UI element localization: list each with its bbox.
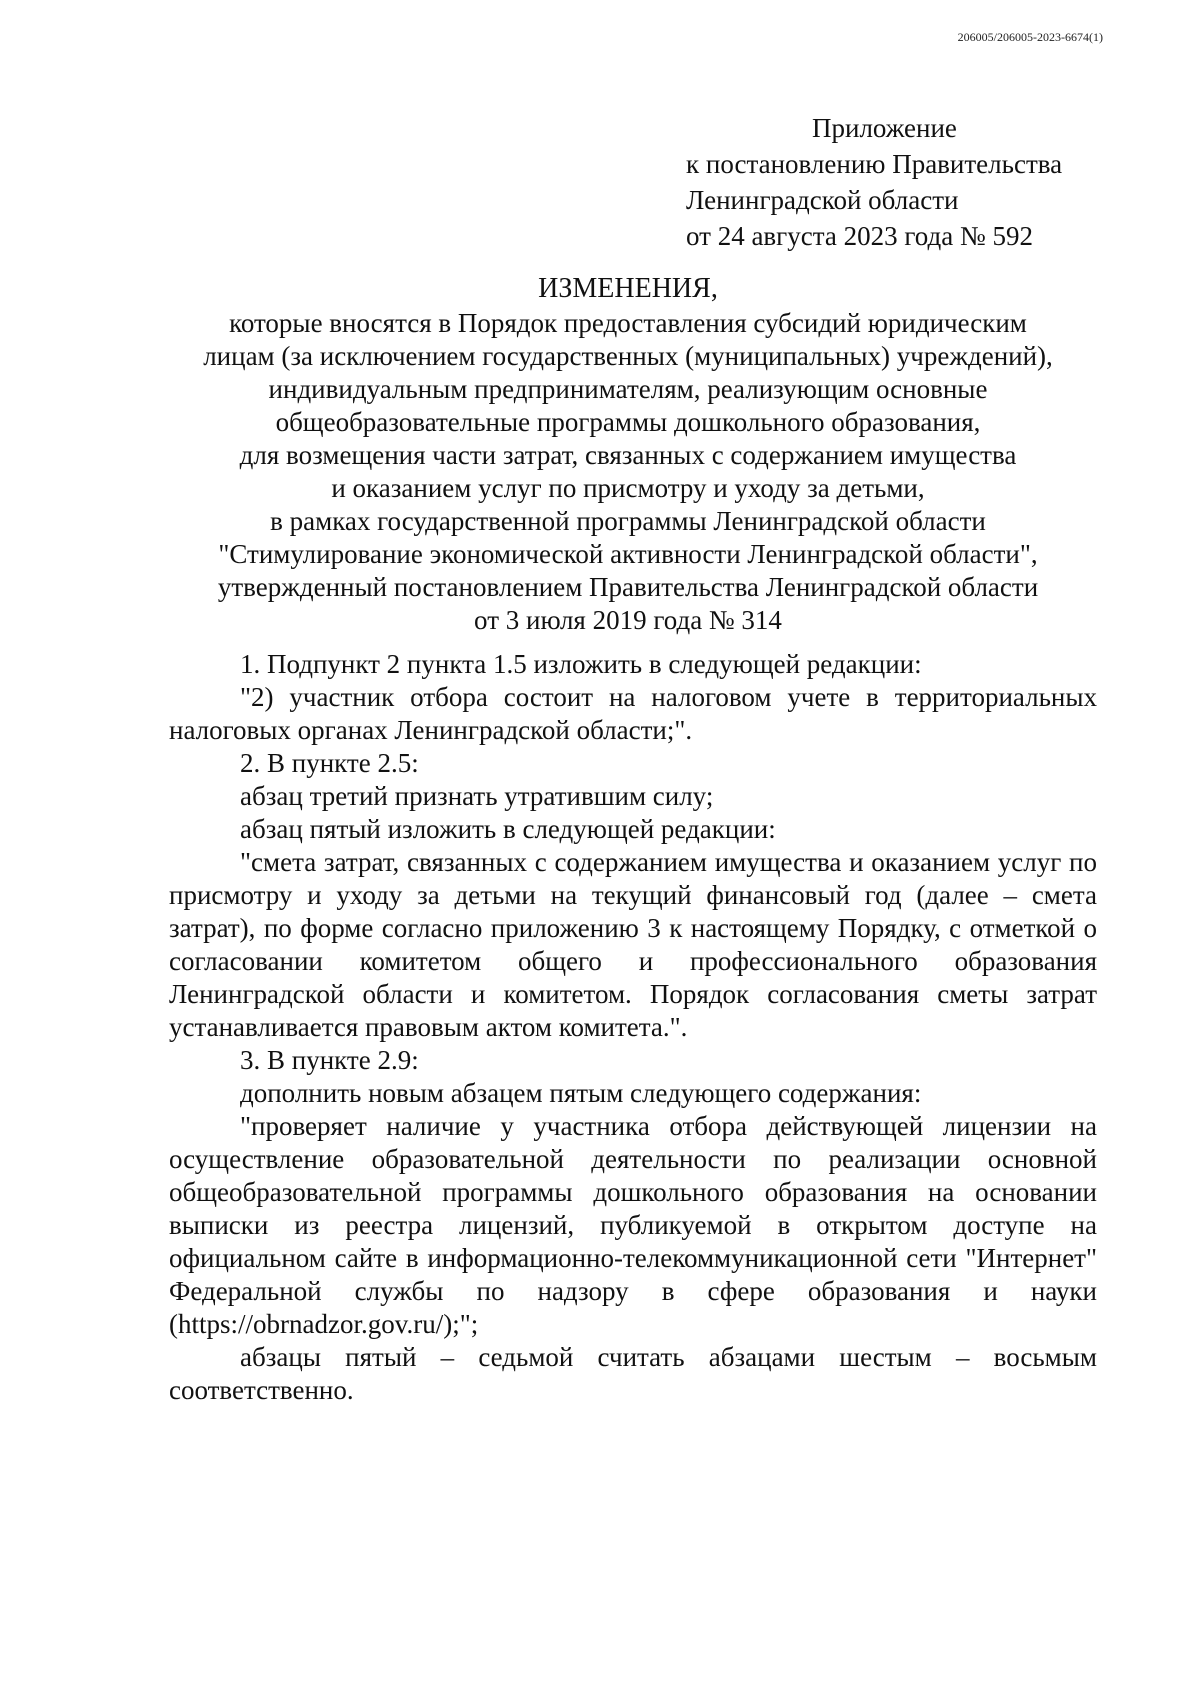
title-line: "Стимулирование экономической активности Ленинградской области", — [218, 539, 1038, 569]
paragraph-sub: абзац пятый изложить в следующей редакции: — [240, 814, 776, 844]
title-line: общеобразовательные программы дошкольного образования, — [275, 407, 981, 437]
paragraph-quote-2: "смета затрат, связанных с содержанием имущества и оказанием услуг по присмотру и уходу за детьми на текущий финансовый год (далее – смета затрат), по форме согласно приложению 3 к настоящему Порядку, с отметкой о согласовании комитетом общего и профессионального образования Ленинградской области и комитетом. Порядок согласования сметы затрат устанавливается правовым актом комитета.". — [169, 847, 1097, 1042]
title-line: для возмещения части затрат, связанных с содержанием имущества — [239, 440, 1017, 470]
appendix-line: Ленинградской области — [686, 185, 959, 215]
title-line: индивидуальным предпринимателям, реализующим основные — [268, 374, 988, 404]
document-title-block — [160, 272, 1096, 637]
appendix-block — [686, 110, 1062, 254]
title-line: и оказанием услуг по присмотру и уходу за детьми, — [331, 473, 925, 503]
paragraph-sub: дополнить новым абзацем пятым следующего содержания: — [240, 1078, 922, 1108]
appendix-title: Приложение — [812, 113, 957, 143]
title-line: от 3 июля 2019 года № 314 — [474, 605, 782, 635]
appendix-line: от 24 августа 2023 года № 592 — [686, 221, 1033, 251]
paragraph-item-1: 1. Подпункт 2 пункта 1.5 изложить в следующей редакции: — [240, 649, 922, 679]
paragraph-final: абзацы пятый – седьмой считать абзацами шестым – восьмым соответственно. — [169, 1342, 1097, 1405]
paragraph-item-2: 2. В пункте 2.5: — [240, 748, 419, 778]
document-heading: ИЗМЕНЕНИЯ, — [538, 273, 718, 304]
paragraph-quote-1: "2) участник отбора состоит на налоговом учете в территориальных налоговых органах Ленинградской области;". — [169, 682, 1097, 745]
document-body — [169, 648, 1097, 1407]
title-line: лицам (за исключением государственных (муниципальных) учреждений), — [203, 341, 1053, 371]
title-line: которые вносятся в Порядок предоставления субсидий юридическим — [229, 308, 1027, 338]
title-line: в рамках государственной программы Ленинградской области — [270, 506, 986, 536]
paragraph-quote-3: "проверяет наличие у участника отбора действующей лицензии на осуществление образовательной деятельности по реализации основной общеобразовательной программы дошкольного образования на основании выписки из реестра лицензий, публикуемой в открытом доступе на официальном сайте в информационно-телекоммуникационной сети "Интернет" Федеральной службы по надзору в сфере образования и науки (https://obrnadzor.gov.ru/);"; — [169, 1111, 1097, 1339]
appendix-line: к постановлению Правительства — [686, 149, 1063, 179]
title-line: утвержденный постановлением Правительства Ленинградской области — [217, 572, 1039, 602]
paragraph-item-3: 3. В пункте 2.9: — [240, 1045, 419, 1075]
paragraph-sub: абзац третий признать утратившим силу; — [240, 781, 714, 811]
document-id: 206005/206005-2023-6674(1) — [957, 30, 1103, 44]
